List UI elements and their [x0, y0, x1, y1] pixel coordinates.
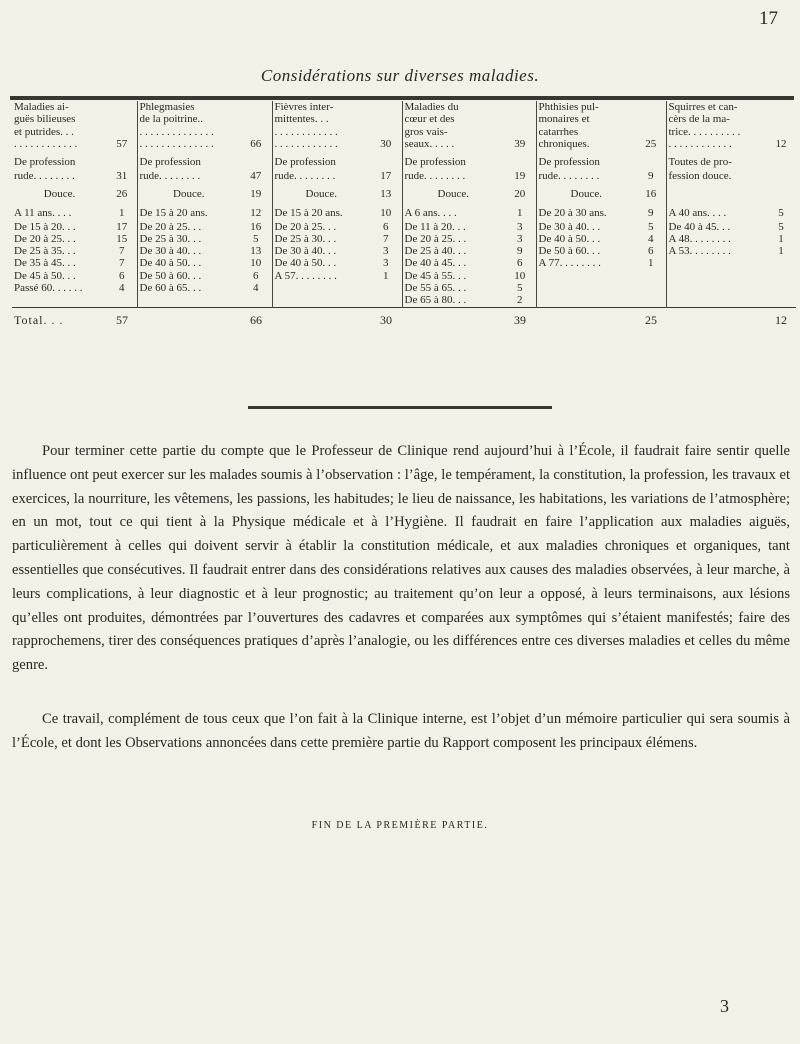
table-cell-count: 7: [119, 245, 125, 258]
table-cell-label: De 25 à 30. . .: [272, 233, 370, 245]
table-cell-count: [107, 294, 137, 307]
table-row: [12, 126, 796, 138]
table-cell-count: [766, 150, 796, 169]
table-cell-count: [766, 126, 796, 138]
table-cell-label: Douce.: [402, 182, 504, 201]
table-row: [12, 101, 796, 113]
table-cell-label: rude. . . . . . . .: [536, 170, 636, 182]
table-cell-count: [766, 282, 796, 294]
table-cell-count: [107, 101, 137, 113]
total-label: Total. . .: [12, 307, 107, 328]
table-cell-count: 6: [253, 269, 259, 282]
table-cell-label: [666, 282, 766, 294]
table-cell-count: 3: [517, 232, 523, 245]
table-cell-count: 12: [775, 137, 787, 150]
table-cell-count: [766, 270, 796, 282]
table-cell-count: 3: [383, 245, 389, 258]
table-cell-count: 9: [648, 169, 654, 182]
table-cell-count: [240, 126, 272, 138]
table-cell-label: De 20 à 25. . .: [137, 221, 240, 233]
table-cell-count: [766, 294, 796, 307]
table-cell-label: Passé 60. . . . . .: [14, 282, 83, 295]
table-cell-label: De 50 à 60. . .: [137, 270, 240, 282]
table-row: [12, 233, 796, 245]
table-cell-label: De 40 à 45. . .: [402, 257, 504, 269]
table-cell-label: De 15 à 20 ans.: [137, 201, 240, 220]
table-cell-label: De 45 à 50. . .: [14, 269, 76, 282]
table-row: [12, 245, 796, 257]
table-cell-label: De 45 à 55. . .: [402, 270, 504, 282]
table-cell-count: 4: [648, 232, 654, 245]
table-cell-label: [666, 270, 766, 282]
paragraph-1: Pour terminer cette partie du compte que le Professeur de Clinique rend aujourd’hui à l’École, il faudrait faire sentir quelle influence ont peut exercer sur les malades soumis à l’observation : l’âge, le tempérament, la constitution, la profession, les travaux et exercices, la nourriture, les vêtemens, les passions, les habitudes; le lieu de naissance, les habitations, les variations de l’atmosphère; en un mot, tout ce qui tient à la Physique médicale et à l’Hygiène. Il faudrait en faire l’application aux maladies aiguës, particulièrement à celles qui doivent servir à établir la constitution médicale, et aux maladies chroniques et organiques, tant essentielles que consécutives. Il faudrait entrer dans des considérations relatives aux causes des maladies observées, à leur marche, à leurs complications, à leur diagnostic et à leur prognostic; au traitement qu’on leur a opposé, à leurs terminaisons, aux lésions qu’elles ont produites, démontrées par l’ouvertures des cadavres et comparées aux symptômes qui s’étaient manifestés; faire des rapprochemens, tirer des conséquences pratiques d’après l’analogie, ou les différences entre ces diverses maladies et celles du même genre.: [12, 443, 790, 674]
table-cell-count: [636, 101, 666, 113]
table-row: [12, 201, 796, 220]
table-cell-label: A 53. . . . . . . .: [666, 245, 766, 257]
table-cell-label: De profession: [137, 150, 240, 169]
table-cell-count: [240, 113, 272, 125]
table-cell-label: De profession: [402, 150, 504, 169]
table-cell-count: [370, 150, 402, 169]
table-cell-count: 10: [380, 207, 392, 220]
table-cell-label: de la poitrine..: [137, 113, 240, 125]
table-cell-label: trice. . . . . . . . . .: [666, 126, 766, 138]
total-value: 39: [504, 307, 536, 328]
table-cell-label: rude. . . . . . . .: [272, 170, 370, 182]
table-cell-label: De 25 à 35. . .: [14, 245, 76, 258]
table-cell-label: De 20 à 25. . .: [272, 221, 370, 233]
table-cell-count: 13: [380, 187, 392, 200]
table-cell-count: 10: [514, 269, 526, 282]
page-number: 17: [759, 8, 778, 29]
table-cell-label: rude. . . . . . . .: [14, 169, 75, 182]
table-cell-count: 4: [119, 282, 125, 295]
table-cell-label: A 77. . . . . . . .: [536, 257, 636, 269]
table-cell-count: 7: [119, 257, 125, 270]
total-spacer: [137, 307, 240, 328]
table-row: [12, 138, 796, 150]
table-cell-label: gros vais-: [402, 126, 504, 138]
table-cell-label: cèrs de la ma-: [666, 113, 766, 125]
table-cell-count: [240, 294, 272, 307]
table-cell-count: 31: [116, 169, 128, 182]
table-cell-count: 17: [380, 169, 392, 182]
total-value: 12: [766, 307, 796, 328]
table-cell-count: 5: [253, 232, 259, 245]
table-row: [12, 150, 796, 169]
table-cell-label: De profession: [14, 156, 76, 169]
table-cell-count: [504, 126, 536, 138]
table-cell-label: De 40 à 50. . .: [272, 257, 370, 269]
table-cell-label: [272, 282, 370, 294]
table-cell-label: De 60 à 65. . .: [137, 282, 240, 294]
table-cell-count: 1: [383, 269, 389, 282]
end-of-part-mark: FIN DE LA PREMIÈRE PARTIE.: [311, 820, 489, 831]
table-cell-count: 3: [517, 220, 523, 233]
table-cell-count: 25: [645, 137, 657, 150]
table-cell-count: [107, 126, 137, 138]
table-cell-label: [536, 294, 636, 307]
table-cell-label: Douce.: [43, 187, 76, 200]
table-cell-count: 7: [383, 232, 389, 245]
table-row: [12, 257, 796, 269]
total-value: 30: [370, 307, 402, 328]
table-cell-count: [370, 113, 402, 125]
table-cell-count: 9: [517, 245, 523, 258]
folio-number: 3: [720, 996, 729, 1016]
table-cell-label: [666, 182, 766, 201]
table-cell-count: 5: [778, 207, 784, 220]
table-cell-label: mittentes. . .: [272, 113, 370, 125]
table-cell-count: 57: [116, 137, 128, 150]
table-cell-label: . . . . . . . . . . . . . .: [137, 126, 240, 138]
table-cell-label: De 35 à 45. . .: [14, 257, 76, 270]
table-cell-count: [766, 257, 796, 269]
table-cell-label: De 25 à 40. . .: [402, 245, 504, 257]
table-cell-label: De 30 à 40. . .: [536, 221, 636, 233]
table-cell-label: Phthisies pul-: [536, 101, 636, 113]
table-cell-label: [666, 257, 766, 269]
table-cell-count: 5: [517, 282, 523, 295]
table-cell-label: De 15 à 20 ans.: [272, 201, 370, 220]
table-cell-label: A 48. . . . . . . .: [666, 233, 766, 245]
table-cell-count: 1: [648, 257, 654, 270]
table-total-row-line: [12, 307, 796, 328]
table-cell-count: 16: [250, 220, 262, 233]
table-cell-label: . . . . . . . . . . . .: [14, 137, 78, 150]
table-cell-count: 17: [116, 220, 128, 233]
table-cell-label: De 40 à 50. . .: [137, 257, 240, 269]
table-cell-label: De 65 à 80. . .: [402, 294, 504, 307]
table-cell-label: Douce.: [536, 182, 636, 201]
table-cell-count: [370, 126, 402, 138]
table-age-rows: [12, 201, 796, 307]
table-cell-label: rude. . . . . . . .: [137, 170, 240, 182]
table-cell-label: Maladies du: [402, 101, 504, 113]
table-cell-label: Maladies ai-: [14, 101, 69, 113]
table-cell-count: [766, 182, 796, 201]
table-row: [12, 113, 796, 125]
total-spacer: [536, 307, 636, 328]
table-cell-count: [766, 113, 796, 125]
table-cell-label: [12, 294, 107, 307]
table-cell-label: monaires et: [536, 113, 636, 125]
table-cell-label: Fièvres inter-: [272, 101, 370, 113]
table-cell-count: [504, 113, 536, 125]
table-cell-label: cœur et des: [402, 113, 504, 125]
table-cell-count: 6: [119, 269, 125, 282]
table-profession-rows: [12, 150, 796, 182]
table-cell-count: 39: [514, 137, 526, 150]
table-cell-label: De 25 à 30. . .: [137, 233, 240, 245]
table-cell-count: 66: [250, 137, 262, 150]
total-spacer: [402, 307, 504, 328]
total-value: 25: [636, 307, 666, 328]
table-cell-label: fession douce.: [666, 170, 766, 182]
table-header-rows: [12, 101, 796, 150]
table-row: [12, 182, 796, 201]
table-cell-count: [636, 150, 666, 169]
table-cell-count: 5: [778, 220, 784, 233]
table-cell-label: . . . . . . . . . . . .: [666, 138, 766, 150]
table-cell-count: 4: [253, 282, 259, 295]
table-cell-count: 6: [517, 257, 523, 270]
table-cell-count: 6: [648, 245, 654, 258]
paragraph-2: Ce travail, complément de tous ceux que l’on fait à la Clinique interne, est l’objet d’un mémoire particulier qui sera soumis à l’École, et dont les Observations annoncées dans cette première partie du Rapport composent les principaux élémens.: [12, 711, 790, 751]
table-cell-label: De 30 à 40. . .: [137, 245, 240, 257]
bottom-rule: [248, 406, 552, 409]
table-row: [12, 282, 796, 294]
table-cell-label: De 20 à 25. . .: [14, 232, 76, 245]
table-cell-count: 1: [119, 207, 125, 220]
table-cell-label: et putrides. . .: [14, 125, 74, 138]
table-cell-label: [536, 282, 636, 294]
table-cell-label: [666, 294, 766, 307]
table-cell-count: 26: [116, 187, 128, 200]
table-cell-label: Douce.: [137, 182, 240, 201]
table-cell-label: . . . . . . . . . . . . . .: [137, 138, 240, 150]
table-cell-label: rude. . . . . . . .: [402, 170, 504, 182]
table-cell-label: De 55 à 65. . .: [402, 282, 504, 294]
table-cell-count: [766, 170, 796, 182]
table-row: [12, 270, 796, 282]
table-cell-count: [370, 101, 402, 113]
table-cell-count: 19: [250, 187, 262, 200]
table-cell-count: 10: [250, 257, 262, 270]
table-cell-count: [107, 113, 137, 125]
table-cell-count: [370, 282, 402, 294]
table-cell-count: 2: [517, 294, 523, 307]
table-cell-label: Toutes de pro-: [666, 150, 766, 169]
table-cell-count: 5: [648, 220, 654, 233]
table-cell-label: De 20 à 30 ans.: [536, 201, 636, 220]
table-total-row: [12, 307, 796, 328]
table-cell-label: catarrhes: [536, 126, 636, 138]
table-row: [12, 294, 796, 307]
table-row: [12, 221, 796, 233]
table-cell-label: De 20 à 25. . .: [402, 233, 504, 245]
table-cell-count: 20: [514, 187, 526, 200]
table-cell-label: A 57. . . . . . . .: [272, 270, 370, 282]
table-cell-label: De 40 à 45. . .: [666, 221, 766, 233]
table-cell-count: 15: [116, 232, 128, 245]
table-cell-label: De 30 à 40. . .: [272, 245, 370, 257]
table-cell-label: [137, 294, 240, 307]
table-cell-label: A 40 ans. . . .: [666, 201, 766, 220]
table-cell-count: 47: [250, 169, 262, 182]
table-cell-count: [107, 150, 137, 169]
table-cell-label: . . . . . . . . . . . .: [272, 138, 370, 150]
total-spacer: [666, 307, 766, 328]
table-cell-label: [536, 270, 636, 282]
table-cell-label: guës bilieuses: [14, 113, 76, 126]
table-cell-count: [636, 113, 666, 125]
table-cell-label: chroniques.: [536, 138, 636, 150]
total-value: 66: [240, 307, 272, 328]
table-cell-label: De profession: [272, 150, 370, 169]
table-cell-count: 12: [250, 207, 262, 220]
table-cell-count: 1: [517, 207, 523, 220]
table-cell-label: Phlegmasies: [137, 101, 240, 113]
table-cell-label: seaux. . . . .: [402, 138, 504, 150]
table-cell-count: [636, 126, 666, 138]
top-rule: [10, 96, 794, 100]
table-cell-count: [766, 101, 796, 113]
table-cell-count: [370, 294, 402, 307]
disease-statistics-table: [12, 101, 796, 328]
table-cell-count: [504, 150, 536, 169]
table-cell-count: 3: [383, 257, 389, 270]
table-cell-count: [636, 270, 666, 282]
table-cell-count: 1: [778, 232, 784, 245]
table-cell-label: A 6 ans. . . .: [402, 201, 504, 220]
table-cell-count: 19: [514, 169, 526, 182]
table-row: [12, 170, 796, 182]
table-cell-label: A 11 ans. . . .: [14, 207, 72, 220]
table-cell-label: De profession: [536, 150, 636, 169]
table-cell-label: De 11 à 20. . .: [402, 221, 504, 233]
table-cell-count: 13: [250, 245, 262, 258]
table-cell-label: Douce.: [272, 182, 370, 201]
table-cell-label: De 15 à 20. . .: [14, 220, 76, 233]
table-cell-count: [240, 150, 272, 169]
table-cell-count: [504, 101, 536, 113]
table-cell-label: [272, 294, 370, 307]
total-value: 57: [107, 307, 137, 328]
table-cell-label: Squirres et can-: [666, 101, 766, 113]
table-cell-count: 6: [383, 220, 389, 233]
running-title: Considérations sur diverses maladies.: [260, 66, 540, 85]
table-cell-label: De 40 à 50. . .: [536, 233, 636, 245]
table-cell-count: 1: [778, 245, 784, 258]
total-spacer: [272, 307, 370, 328]
table-cell-count: 9: [648, 207, 654, 220]
table-douce-row: [12, 182, 796, 201]
table-cell-count: 30: [380, 137, 392, 150]
table-cell-count: [240, 101, 272, 113]
table-cell-label: . . . . . . . . . . . .: [272, 126, 370, 138]
table-cell-count: [636, 282, 666, 294]
table-cell-count: 16: [645, 187, 657, 200]
table-cell-label: De 50 à 60. . .: [536, 245, 636, 257]
table-cell-count: [636, 294, 666, 307]
